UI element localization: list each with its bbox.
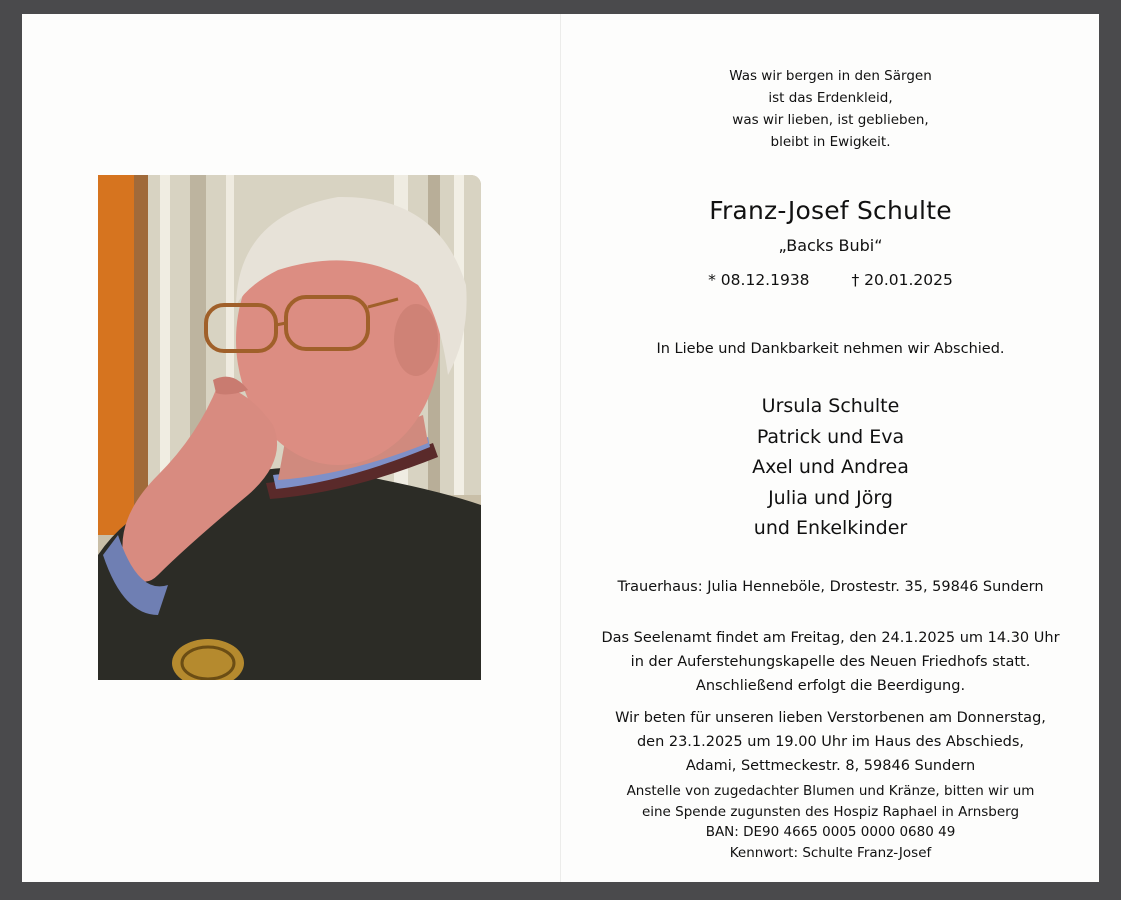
prayer-info [562, 706, 1099, 778]
requiem-line: Das Seelenamt findet am Freitag, den 24.1.2025 um 14.30 Uhr [601, 630, 1060, 646]
prayer-line: Wir beten für unseren lieben Verstorbenen am Donnerstag, [615, 710, 1046, 726]
donation-line: BAN: DE90 4665 0005 0000 0680 49 [705, 824, 956, 840]
farewell-line: In Liebe und Dankbarkeit nehmen wir Abschied. [656, 341, 1005, 357]
life-dates [562, 271, 1099, 289]
poem-line: bleibt in Ewigkeit. [770, 134, 891, 150]
donation-info [562, 781, 1099, 863]
requiem-info [562, 626, 1099, 698]
poem-line: was wir lieben, ist geblieben, [732, 112, 929, 128]
poem-line: Was wir bergen in den Särgen [729, 68, 932, 84]
family-member: Julia und Jörg [768, 486, 893, 509]
family-member: Patrick und Eva [756, 425, 905, 448]
deceased-nickname: „Backs Bubi“ [778, 236, 883, 255]
death-date: † 20.01.2025 [851, 271, 953, 289]
poem [562, 65, 1099, 153]
requiem-line: in der Auferstehungskapelle des Neuen Friedhofs statt. [630, 654, 1031, 670]
card-fold-line [560, 14, 561, 882]
family-list [562, 391, 1099, 544]
family-member: Axel und Andrea [752, 456, 909, 478]
birth-date: * 08.12.1938 [708, 271, 810, 289]
mourning-house: Trauerhaus: Julia Henneböle, Drostestr. 35, 59846 Sundern [617, 579, 1044, 595]
family-member: Ursula Schulte [761, 395, 900, 417]
prayer-line: Adami, Settmeckestr. 8, 59846 Sundern [685, 758, 976, 774]
prayer-line: den 23.1.2025 um 19.00 Uhr im Haus des Abschieds, [636, 734, 1025, 750]
donation-line: Anstelle von zugedachter Blumen und Kränze, bitten wir um [626, 783, 1035, 799]
deceased-name: Franz-Josef Schulte [709, 196, 952, 225]
card-text-panel [562, 14, 1099, 882]
donation-line: Kennwort: Schulte Franz-Josef [729, 844, 932, 861]
requiem-line: Anschließend erfolgt die Beerdigung. [695, 678, 966, 694]
portrait-photo [98, 175, 481, 680]
donation-line: eine Spende zugunsten des Hospiz Raphael in Arnsberg [641, 803, 1020, 820]
family-member: und Enkelkinder [753, 517, 908, 539]
poem-line: ist das Erdenkleid, [768, 90, 893, 106]
mourning-card [22, 14, 1099, 882]
